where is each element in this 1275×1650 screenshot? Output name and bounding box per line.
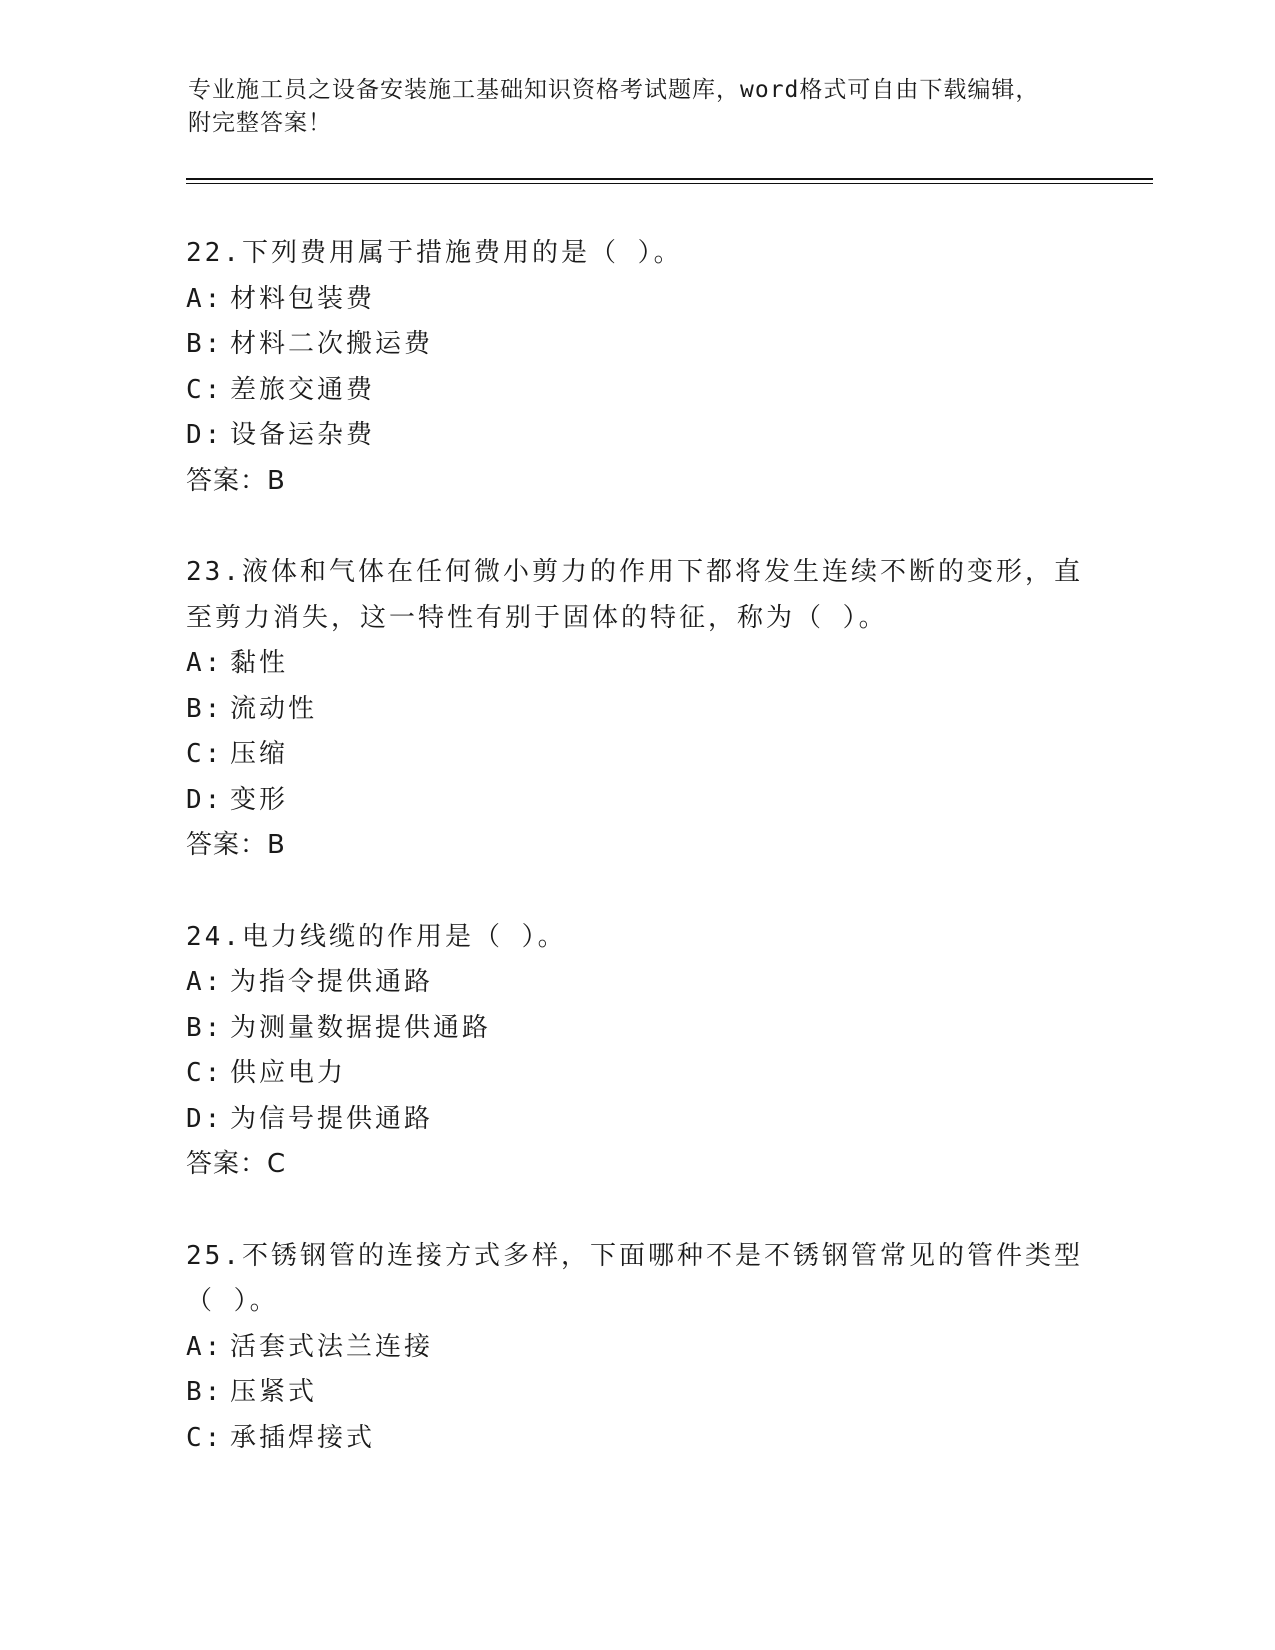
option-text: 黏性 [230, 648, 289, 678]
option-text: 活套式法兰连接 [230, 1331, 434, 1362]
document-header [188, 74, 1088, 140]
option-b [186, 322, 1086, 368]
option-letter: A: [186, 648, 224, 678]
option-text: 材料包装费 [230, 283, 376, 314]
question-stem: 25.不锈钢管的连接方式多样，下面哪种不是不锈钢管常见的管件类型（ ）。 [186, 1240, 1083, 1316]
option-c [186, 1416, 1086, 1462]
header-line-1: 专业施工员之设备安装施工基础知识资格考试题库，word格式可自由下载编辑， [188, 77, 1040, 103]
option-letter: A: [186, 1331, 224, 1362]
option-letter: A: [186, 967, 224, 997]
option-letter: B: [186, 1377, 224, 1407]
question-22 [186, 231, 1086, 504]
option-c [186, 368, 1086, 414]
option-text: 压缩 [230, 739, 289, 769]
question-23 [186, 550, 1086, 869]
option-text: 差旅交通费 [230, 374, 376, 405]
option-c [186, 732, 1086, 778]
answer-line: 答案：B [186, 465, 286, 496]
answer-line: 答案：C [186, 1149, 287, 1179]
header-line-2: 附完整答案！ [188, 110, 332, 136]
option-c [186, 1051, 1086, 1097]
option-b [186, 687, 1086, 733]
option-letter: A: [186, 283, 224, 314]
option-letter: D: [186, 784, 224, 815]
option-b [186, 1370, 1086, 1416]
question-list [186, 231, 1086, 1507]
option-letter: B: [186, 1012, 224, 1043]
option-a [186, 1325, 1086, 1371]
option-text: 承插焊接式 [230, 1422, 376, 1453]
option-text: 变形 [230, 784, 289, 815]
header-divider-thin [186, 183, 1153, 184]
option-text: 为信号提供通路 [230, 1103, 434, 1134]
option-letter: C: [186, 1422, 224, 1453]
option-a [186, 641, 1086, 687]
question-24 [186, 915, 1086, 1188]
option-letter: C: [186, 739, 224, 769]
option-d [186, 413, 1086, 459]
option-letter: B: [186, 693, 224, 724]
option-letter: B: [186, 329, 224, 359]
question-stem: 24.电力线缆的作用是（ ）。 [186, 921, 567, 952]
header-divider-thick [186, 178, 1153, 180]
option-d [186, 778, 1086, 824]
answer-line: 答案：B [186, 830, 286, 860]
option-a [186, 277, 1086, 323]
question-stem: 22.下列费用属于措施费用的是（ ）。 [186, 238, 683, 268]
option-text: 为测量数据提供通路 [230, 1012, 492, 1043]
option-letter: C: [186, 1058, 224, 1088]
option-text: 设备运杂费 [230, 420, 376, 450]
option-text: 材料二次搬运费 [230, 329, 434, 359]
option-text: 供应电力 [230, 1058, 347, 1088]
option-letter: C: [186, 374, 224, 405]
option-text: 为指令提供通路 [230, 967, 434, 997]
question-25 [186, 1234, 1086, 1462]
option-letter: D: [186, 1103, 224, 1134]
option-a [186, 960, 1086, 1006]
option-text: 流动性 [230, 693, 318, 724]
option-text: 压紧式 [230, 1377, 318, 1407]
question-stem: 23.液体和气体在任何微小剪力的作用下都将发生连续不断的变形，直至剪力消失，这一特性有别于固体的特征，称为（ ）。 [186, 557, 1083, 633]
option-b [186, 1006, 1086, 1052]
option-letter: D: [186, 420, 224, 450]
option-d [186, 1097, 1086, 1143]
